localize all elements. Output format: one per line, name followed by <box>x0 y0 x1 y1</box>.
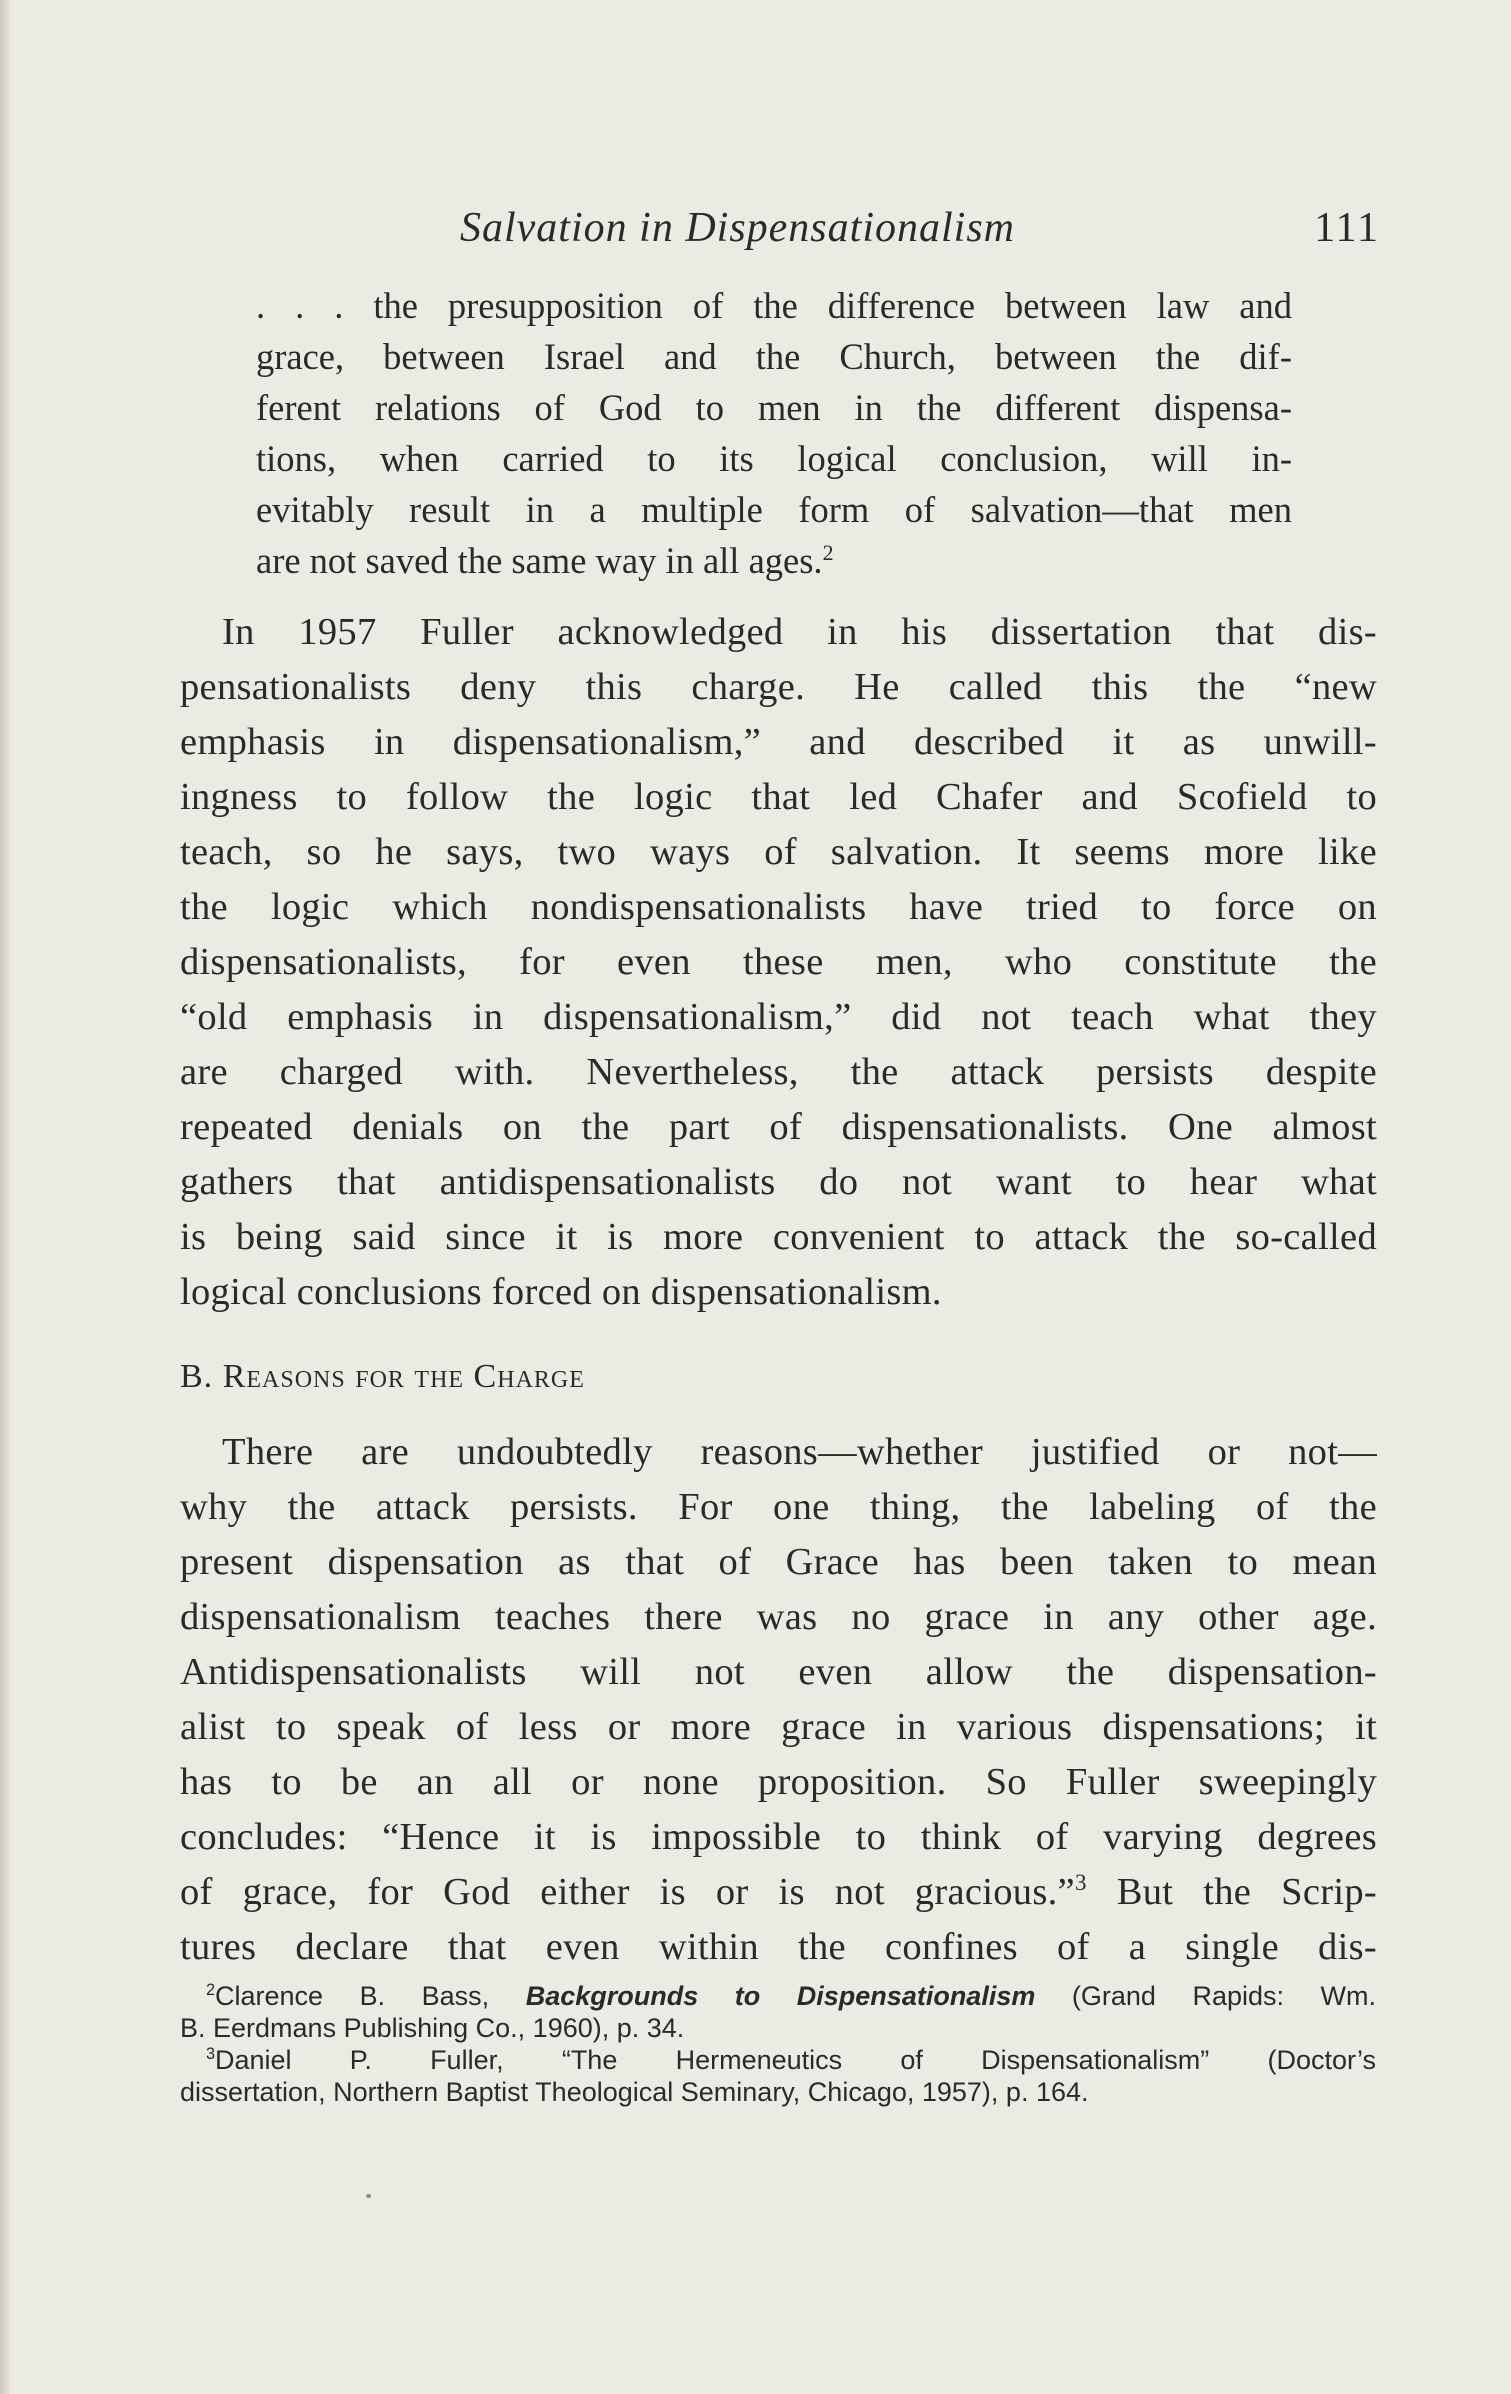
footnote-text: Daniel P. Fuller, “The Hermeneutics of Dispensationalism” (Doctor’s <box>215 2045 1376 2075</box>
paragraph-line: teach, so he says, two ways of salvation. It seems more like <box>180 831 1377 873</box>
quote-line: tions, when carried to its logical conclusion, will in- <box>256 438 1292 479</box>
quote-line: grace, between Israel and the Church, between the dif- <box>256 336 1292 377</box>
section-heading <box>180 1358 585 1396</box>
paragraph-1 <box>180 605 1377 1320</box>
paragraph-line: the logic which nondispensationalists have tried to force on <box>180 886 1377 928</box>
paragraph-line: tures declare that even within the confines of a single dis- <box>180 1926 1377 1968</box>
paragraph-line: emphasis in dispensationalism,” and described it as unwill- <box>180 721 1377 763</box>
paragraph-line-tail: But the Scrip- <box>1086 1871 1378 1913</box>
quote-line-text: are not saved the same way in all ages. <box>256 540 823 581</box>
footnote-line: dissertation, Northern Baptist Theological Seminary, Chicago, 1957), p. 164. <box>180 2077 1089 2107</box>
quote-line: ferent relations of God to men in the different dispensa- <box>256 387 1292 428</box>
paragraph-line: logical conclusions forced on dispensationalism. <box>180 1271 942 1313</box>
paper-speck <box>366 2194 371 2198</box>
paragraph-line: are charged with. Nevertheless, the attack persists despite <box>180 1051 1377 1093</box>
paragraph-line: is being said since it is more convenient to attack the so-called <box>180 1216 1377 1258</box>
block-quote <box>256 280 1292 586</box>
footnotes <box>180 1980 1376 2108</box>
section-heading-title: Reasons for the Charge <box>222 1358 585 1395</box>
section-heading-label: B. <box>180 1358 214 1395</box>
paragraph-line: present dispensation as that of Grace has been taken to mean <box>180 1541 1377 1583</box>
footnote-line <box>180 1980 1376 2012</box>
paragraph-2 <box>180 1425 1377 1975</box>
running-head-title: Salvation in Dispensationalism <box>460 205 1015 251</box>
page-edge-shadow <box>0 0 10 2394</box>
paragraph-line: has to be an all or none proposition. So Fuller sweepingly <box>180 1761 1377 1803</box>
quote-line: . . . the presupposition of the difference between law and <box>256 285 1292 326</box>
paragraph-line: dispensationalism teaches there was no grace in any other age. <box>180 1596 1377 1638</box>
paragraph-line: “old emphasis in dispensationalism,” did not teach what they <box>180 996 1377 1038</box>
paragraph-line-with-ref <box>180 1865 1377 1920</box>
footnote-publication: (Grand Rapids: Wm. <box>1035 1981 1377 2011</box>
footnote-ref-3: 3 <box>1074 1869 1087 1896</box>
footnote-2 <box>180 1980 1376 2044</box>
footnote-number: 2 <box>206 1981 216 1999</box>
footnote-number: 3 <box>206 2045 216 2063</box>
paragraph-line: Antidispensationalists will not even allow the dispensation- <box>180 1651 1377 1693</box>
page-number: 111 <box>1314 205 1380 251</box>
footnote-line: B. Eerdmans Publishing Co., 1960), p. 34. <box>180 2013 685 2043</box>
quote-line-last <box>256 535 1292 586</box>
paragraph-line: repeated denials on the part of dispensationalists. One almost <box>180 1106 1377 1148</box>
footnote-3 <box>180 2044 1376 2108</box>
paragraph-line: alist to speak of less or more grace in various dispensations; it <box>180 1706 1377 1748</box>
running-head <box>460 204 1380 264</box>
paragraph-line: In 1957 Fuller acknowledged in his dissertation that dis- <box>222 611 1377 653</box>
footnote-line <box>180 2044 1376 2076</box>
paragraph-line: concludes: “Hence it is impossible to think of varying degrees <box>180 1816 1377 1858</box>
paragraph-line: ingness to follow the logic that led Chafer and Scofield to <box>180 776 1377 818</box>
footnote-author: Clarence B. Bass, <box>215 1981 526 2011</box>
paragraph-line: gathers that antidispensationalists do not want to hear what <box>180 1161 1377 1203</box>
paragraph-line: There are undoubtedly reasons—whether justified or not— <box>222 1431 1377 1473</box>
footnote-ref-2: 2 <box>822 539 834 565</box>
paragraph-line: pensationalists deny this charge. He called this the “new <box>180 666 1377 708</box>
paragraph-line-text: of grace, for God either is or is not gracious.” <box>180 1871 1075 1913</box>
paragraph-line: dispensationalists, for even these men, who constitute the <box>180 941 1377 983</box>
footnote-book-title: Backgrounds to Dispensationalism <box>525 1981 1036 2011</box>
paragraph-line: why the attack persists. For one thing, the labeling of the <box>180 1486 1377 1528</box>
quote-line: evitably result in a multiple form of salvation—that men <box>256 489 1292 530</box>
